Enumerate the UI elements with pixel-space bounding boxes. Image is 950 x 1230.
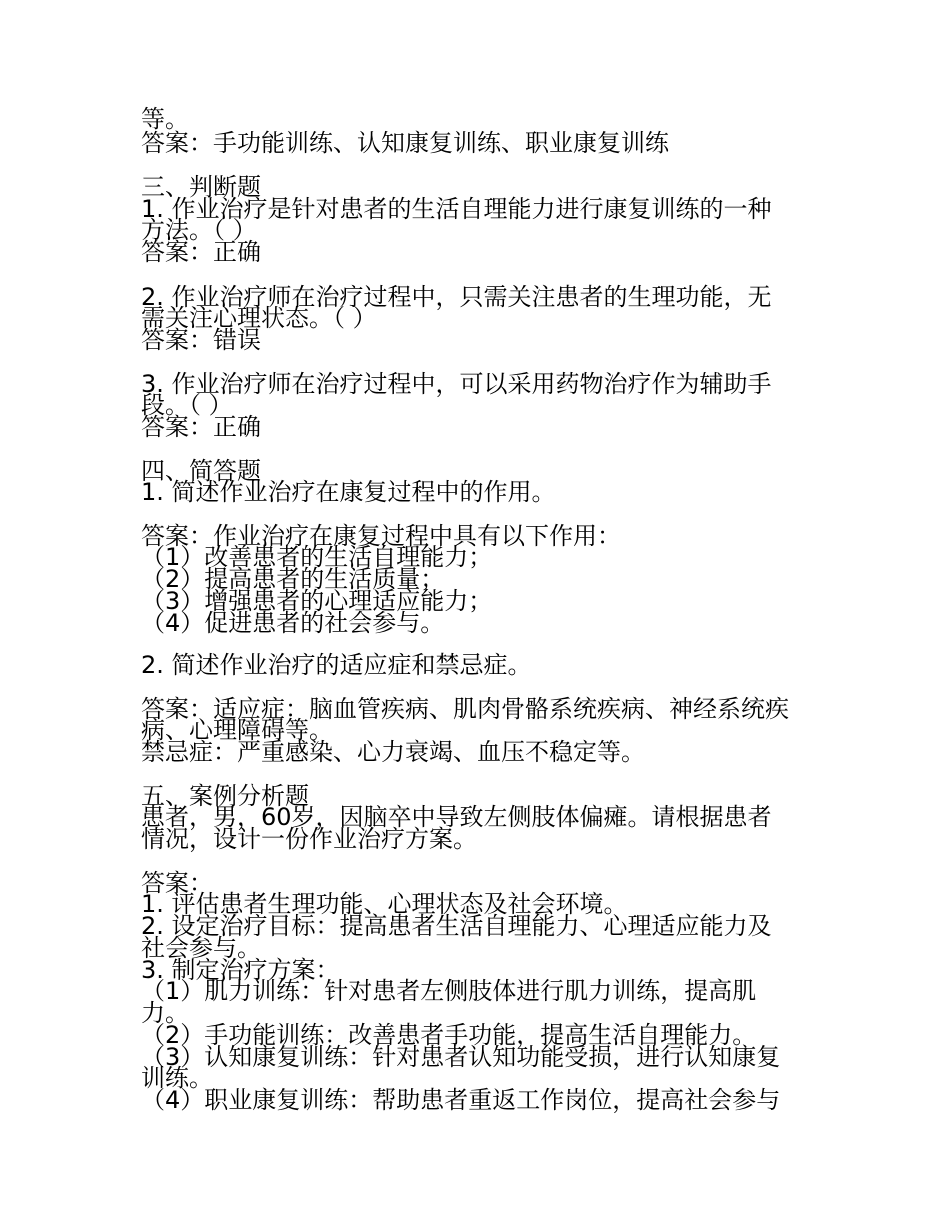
section-heading-short-answer: 四、简答题 <box>141 457 261 485</box>
case-description-line-2: 情况，设计一份作业治疗方案。 <box>141 825 477 853</box>
question-1-line-2: 方法。（ ） <box>141 216 257 244</box>
short-answer-2-line-1: 答案：适应症：脑血管疾病、肌肉骨骼系统疾病、神经系统疾 <box>141 695 789 723</box>
short-answer-1-intro: 答案：作业治疗在康复过程中具有以下作用： <box>141 522 621 550</box>
case-description-line-1: 患者，男，60岁，因脑卒中导致左侧肢体偏瘫。请根据患者 <box>141 803 772 831</box>
question-1-answer: 答案：正确 <box>141 238 261 266</box>
case-plan-item-4: （4）职业康复训练：帮助患者重返工作岗位，提高社会参与 <box>141 1086 781 1114</box>
question-2-line-1: 2. 作业治疗师在治疗过程中，只需关注患者的生理功能，无 <box>141 283 772 311</box>
question-2-answer: 答案：错误 <box>141 326 261 354</box>
short-answer-1-item-2: （2）提高患者的生活质量； <box>141 565 445 593</box>
short-answer-2-line-3: 禁忌症：严重感染、心力衰竭、血压不稳定等。 <box>141 738 645 766</box>
short-answer-2-line-2: 病、心理障碍等。 <box>141 716 333 744</box>
case-answer-step-1: 1. 评估患者生理功能、心理状态及社会环境。 <box>141 890 628 918</box>
section-heading-case-analysis: 五、案例分析题 <box>141 782 309 810</box>
case-plan-item-3-line-2: 训练。 <box>141 1064 213 1092</box>
case-answer-step-2-line-1: 2. 设定治疗目标：提高患者生活自理能力、心理适应能力及 <box>141 912 772 940</box>
text-line-continuation: 等。 <box>141 105 189 133</box>
case-plan-item-3-line-1: （3）认知康复训练：针对患者认知功能受损，进行认知康复 <box>141 1043 781 1071</box>
question-3-line-1: 3. 作业治疗师在治疗过程中，可以采用药物治疗作为辅助手 <box>141 370 772 398</box>
case-answer-label: 答案： <box>141 869 213 897</box>
answer-line: 答案：手功能训练、认知康复训练、职业康复训练 <box>141 129 669 157</box>
case-answer-step-3: 3. 制定治疗方案： <box>141 956 340 984</box>
short-answer-1-item-1: （1）改善患者的生活自理能力； <box>141 543 493 571</box>
case-plan-item-1-line-1: （1）肌力训练：针对患者左侧肢体进行肌力训练，提高肌 <box>141 977 757 1005</box>
question-1-line-1: 1. 作业治疗是针对患者的生活自理能力进行康复训练的一种 <box>141 195 772 223</box>
short-question-2: 2. 简述作业治疗的适应症和禁忌症。 <box>141 651 532 679</box>
question-3-line-2: 段。（ ） <box>141 391 233 419</box>
case-plan-item-1-line-2: 力。 <box>141 999 189 1027</box>
section-heading-true-false: 三、判断题 <box>141 173 261 201</box>
short-question-1: 1. 简述作业治疗在康复过程中的作用。 <box>141 478 556 506</box>
case-answer-step-2-line-2: 社会参与。 <box>141 934 261 962</box>
question-2-line-2: 需关注心理状态。（ ） <box>141 304 377 332</box>
case-plan-item-2: （2）手功能训练：改善患者手功能，提高生活自理能力。 <box>141 1021 757 1049</box>
short-answer-1-item-4: （4）促进患者的社会参与。 <box>141 609 445 637</box>
short-answer-1-item-3: （3）增强患者的心理适应能力； <box>141 587 493 615</box>
question-3-answer: 答案：正确 <box>141 413 261 441</box>
